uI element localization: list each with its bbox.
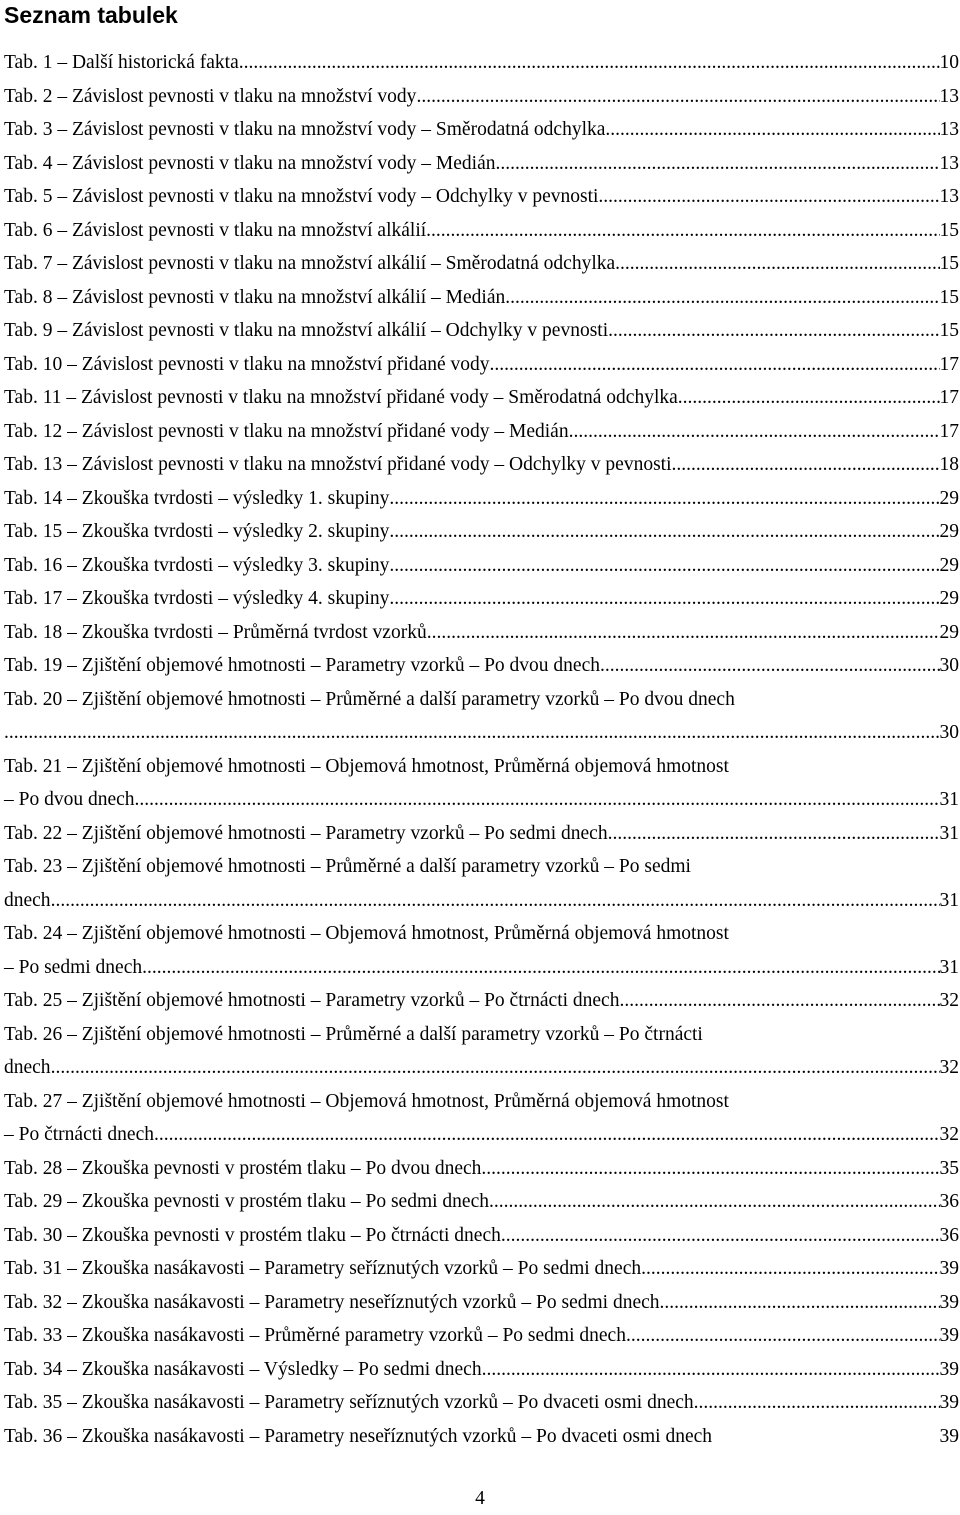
toc-entry[interactable] xyxy=(4,80,959,114)
dot-leader xyxy=(678,381,940,415)
toc-entry[interactable] xyxy=(4,750,959,817)
dot-leader xyxy=(239,46,940,80)
toc-entry-title: Tab. 29 – Zkouška pevnosti v prostém tlaku – Po sedmi dnech xyxy=(4,1191,489,1212)
toc-entry-title: Tab. 4 – Závislost pevnosti v tlaku na množství vody – Medián xyxy=(4,152,496,174)
toc-entry-page: 29 xyxy=(939,554,959,576)
toc-entry-title: Tab. 25 – Zjištění objemové hmotnosti – Parametry vzorků – Po čtrnácti dnech xyxy=(4,990,620,1011)
toc-entry-page: 29 xyxy=(939,521,959,542)
toc-entry-title-continued: – Po sedmi dnech xyxy=(4,956,143,978)
toc-entry[interactable] xyxy=(4,1152,959,1186)
toc-entry-title: Tab. 30 – Zkouška pevnosti v prostém tlaku – Po čtrnácti dnech xyxy=(4,1224,501,1246)
dot-leader xyxy=(505,281,939,315)
toc-entry[interactable] xyxy=(4,348,959,382)
toc-entry-title: Tab. 1 – Další historická fakta xyxy=(4,52,239,73)
dot-leader xyxy=(626,1319,940,1353)
toc-entry[interactable] xyxy=(4,381,959,415)
toc-entry-line2 xyxy=(4,951,959,985)
toc-entry-title-continued: – Po dvou dnech xyxy=(4,789,135,810)
toc-entry-page: 36 xyxy=(939,1224,959,1246)
toc-entry[interactable] xyxy=(4,281,959,315)
dot-leader xyxy=(608,817,940,851)
dot-leader xyxy=(615,247,939,281)
toc-entry-title: Tab. 8 – Závislost pevnosti v tlaku na množství alkálií – Medián xyxy=(4,286,506,308)
dot-leader xyxy=(501,1219,940,1253)
toc-entry-title: Tab. 24 – Zjištění objemové hmotnosti – Objemová hmotnost, Průměrná objemová hmotnost xyxy=(4,923,729,944)
toc-entry-title: Tab. 33 – Zkouška nasákavosti – Průměrné parametry vzorků – Po sedmi dnech xyxy=(4,1325,626,1346)
toc-entry-title: Tab. 13 – Závislost pevnosti v tlaku na množství přidané vody – Odchylky v pevnosti xyxy=(4,454,672,475)
toc-entry[interactable] xyxy=(4,147,959,181)
toc-entry-page: 30 xyxy=(939,722,959,743)
dot-leader xyxy=(426,214,939,248)
toc-entry[interactable] xyxy=(4,1252,959,1286)
toc-entry-title: Tab. 28 – Zkouška pevnosti v prostém tlaku – Po dvou dnech xyxy=(4,1157,482,1179)
toc-entry-page: 35 xyxy=(939,1157,959,1179)
toc-entry-page: 39 xyxy=(939,1325,959,1346)
dot-leader xyxy=(489,1185,940,1219)
toc-entry-page: 31 xyxy=(939,956,959,978)
toc-entry-page: 39 xyxy=(939,1425,959,1447)
toc-entry-line2 xyxy=(4,1051,959,1085)
toc-entry-title: Tab. 36 – Zkouška nasákavosti – Parametry neseříznutých vzorků – Po dvaceti osmi dnech xyxy=(4,1425,713,1447)
dot-leader xyxy=(600,649,940,683)
toc-entry[interactable] xyxy=(4,1185,959,1219)
toc-entry-title: Tab. 20 – Zjištění objemové hmotnosti – Průměrné a další parametry vzorků – Po dvou dnech xyxy=(4,688,735,710)
dot-leader xyxy=(619,984,939,1018)
toc-entry-title: Tab. 22 – Zjištění objemové hmotnosti – Parametry vzorků – Po sedmi dnech xyxy=(4,822,608,844)
toc-entry-page: 29 xyxy=(939,487,959,509)
toc-entry-title: Tab. 5 – Závislost pevnosti v tlaku na množství vody – Odchylky v pevnosti xyxy=(4,186,599,207)
dot-leader xyxy=(389,515,939,549)
toc-entry[interactable] xyxy=(4,549,959,583)
toc-entry[interactable] xyxy=(4,1085,959,1152)
toc-entry[interactable] xyxy=(4,314,959,348)
dot-leader xyxy=(51,1051,940,1085)
toc-entry[interactable] xyxy=(4,582,959,616)
dot-leader xyxy=(416,80,939,114)
toc-entry-page: 32 xyxy=(939,1057,959,1078)
toc-entry-title: Tab. 12 – Závislost pevnosti v tlaku na množství přidané vody – Medián xyxy=(4,420,569,442)
toc-entry-title: Tab. 17 – Zkouška tvrdosti – výsledky 4. skupiny xyxy=(4,588,390,609)
toc-entry[interactable] xyxy=(4,616,959,650)
toc-entry-title-continued: – Po čtrnácti dnech xyxy=(4,1124,154,1145)
toc-entry-line2 xyxy=(4,884,959,918)
toc-entry[interactable] xyxy=(4,1286,959,1320)
toc-entry-line2 xyxy=(4,716,959,750)
toc-entry-title: Tab. 35 – Zkouška nasákavosti – Parametry seříznutých vzorků – Po dvaceti osmi dnech xyxy=(4,1392,694,1413)
toc-entry-title: Tab. 3 – Závislost pevnosti v tlaku na množství vody – Směrodatná odchylka xyxy=(4,119,606,140)
toc-entry-title: Tab. 21 – Zjištění objemové hmotnosti – Objemová hmotnost, Průměrná objemová hmotnost xyxy=(4,755,729,777)
toc-entry[interactable] xyxy=(4,515,959,549)
toc-entry-page: 17 xyxy=(939,353,959,375)
toc-entry-title-continued: dnech xyxy=(4,1057,51,1078)
toc-entry-title: Tab. 31 – Zkouška nasákavosti – Parametry seříznutých vzorků – Po sedmi dnech xyxy=(4,1258,642,1279)
toc-entry-page: 15 xyxy=(939,286,959,308)
toc-entry-page: 13 xyxy=(939,186,959,207)
dot-leader xyxy=(142,951,939,985)
toc-entry-page: 10 xyxy=(939,52,959,73)
toc-entry-page: 31 xyxy=(939,822,959,844)
toc-entry-page: 31 xyxy=(939,789,959,810)
dot-leader xyxy=(490,348,940,382)
toc-entry-title: Tab. 2 – Závislost pevnosti v tlaku na množství vody xyxy=(4,85,417,107)
toc-entry[interactable] xyxy=(4,1353,959,1387)
page-title: Seznam tabulek xyxy=(4,2,178,28)
toc-entry-title: Tab. 7 – Závislost pevnosti v tlaku na množství alkálií – Směrodatná odchylka xyxy=(4,253,616,274)
toc-entry[interactable] xyxy=(4,1219,959,1253)
toc-entry[interactable] xyxy=(4,415,959,449)
toc-entry-title: Tab. 15 – Zkouška tvrdosti – výsledky 2. skupiny xyxy=(4,521,390,542)
dot-leader xyxy=(598,180,939,214)
toc-entry-title: Tab. 19 – Zjištění objemové hmotnosti – Parametry vzorků – Po dvou dnech xyxy=(4,655,600,676)
toc-entry-title: Tab. 9 – Závislost pevnosti v tlaku na množství alkálií – Odchylky v pevnosti xyxy=(4,320,609,341)
toc-entry[interactable] xyxy=(4,683,959,750)
dot-leader xyxy=(389,582,939,616)
toc-entry[interactable] xyxy=(4,448,959,482)
table-list xyxy=(4,46,959,1453)
toc-entry-page: 13 xyxy=(939,85,959,107)
toc-entry[interactable] xyxy=(4,1386,959,1420)
dot-leader xyxy=(135,783,940,817)
toc-entry-page: 29 xyxy=(939,588,959,609)
toc-entry-title: Tab. 23 – Zjištění objemové hmotnosti – Průměrné a další parametry vzorků – Po sedmi xyxy=(4,856,691,877)
toc-entry-page: 36 xyxy=(939,1191,959,1212)
toc-entry-title: Tab. 18 – Zkouška tvrdosti – Průměrná tvrdost vzorků xyxy=(4,621,427,643)
toc-entry-page: 39 xyxy=(939,1291,959,1313)
toc-entry[interactable] xyxy=(4,113,959,147)
toc-entry-page: 32 xyxy=(939,1124,959,1145)
toc-entry-page: 15 xyxy=(939,219,959,241)
toc-entry-line2 xyxy=(4,783,959,817)
toc-entry[interactable] xyxy=(4,649,959,683)
toc-entry-page: 29 xyxy=(939,621,959,643)
toc-entry-line2 xyxy=(4,1118,959,1152)
toc-entry-title: Tab. 14 – Zkouška tvrdosti – výsledky 1. skupiny xyxy=(4,487,390,509)
toc-entry[interactable] xyxy=(4,984,959,1018)
toc-entry-page: 13 xyxy=(939,152,959,174)
dot-leader xyxy=(569,415,940,449)
dot-leader xyxy=(427,616,940,650)
toc-entry-page: 32 xyxy=(939,990,959,1011)
toc-entry[interactable] xyxy=(4,247,959,281)
toc-entry-title: Tab. 10 – Závislost pevnosti v tlaku na množství přidané vody xyxy=(4,353,490,375)
toc-entry[interactable] xyxy=(4,1018,959,1085)
toc-entry-title: Tab. 27 – Zjištění objemové hmotnosti – Objemová hmotnost, Průměrná objemová hmotnost xyxy=(4,1090,729,1112)
toc-entry[interactable] xyxy=(4,850,959,917)
toc-entry-page: 39 xyxy=(939,1258,959,1279)
toc-entry-page: 39 xyxy=(939,1358,959,1380)
dot-leader xyxy=(51,884,940,918)
toc-entry-title: Tab. 11 – Závislost pevnosti v tlaku na množství přidané vody – Směrodatná odchylka xyxy=(4,387,678,408)
page-number: 4 xyxy=(475,1488,485,1509)
toc-entry[interactable] xyxy=(4,214,959,248)
toc-entry[interactable] xyxy=(4,180,959,214)
dot-leader xyxy=(389,482,939,516)
dot-leader xyxy=(481,1152,939,1186)
toc-entry[interactable] xyxy=(4,1420,959,1454)
dot-leader xyxy=(608,314,939,348)
toc-entry-title: Tab. 34 – Zkouška nasákavosti – Výsledky – Po sedmi dnech xyxy=(4,1358,482,1380)
dot-leader xyxy=(641,1252,939,1286)
toc-entry-page: 31 xyxy=(939,889,959,911)
dot-leader xyxy=(694,1386,940,1420)
toc-entry[interactable] xyxy=(4,817,959,851)
toc-entry-page: 15 xyxy=(939,320,959,341)
toc-entry[interactable] xyxy=(4,1319,959,1353)
toc-entry-title-continued: dnech xyxy=(4,889,51,911)
toc-entry[interactable] xyxy=(4,482,959,516)
toc-entry-page: 17 xyxy=(939,387,959,408)
dot-leader xyxy=(389,549,939,583)
toc-entry-title: Tab. 16 – Zkouška tvrdosti – výsledky 3. skupiny xyxy=(4,554,390,576)
dot-leader xyxy=(672,448,940,482)
toc-entry-title: Tab. 26 – Zjištění objemové hmotnosti – Průměrné a další parametry vzorků – Po čtrnácti xyxy=(4,1023,703,1045)
dot-leader xyxy=(154,1118,940,1152)
toc-entry-title: Tab. 6 – Závislost pevnosti v tlaku na množství alkálií xyxy=(4,219,427,241)
dot-leader xyxy=(660,1286,940,1320)
dot-leader xyxy=(605,113,939,147)
toc-entry-page: 18 xyxy=(939,454,959,475)
dot-leader xyxy=(4,716,940,750)
toc-entry-page: 17 xyxy=(939,420,959,442)
toc-entry-title: Tab. 32 – Zkouška nasákavosti – Parametry neseříznutých vzorků – Po sedmi dnech xyxy=(4,1291,660,1313)
toc-entry-page: 13 xyxy=(939,119,959,140)
toc-entry[interactable] xyxy=(4,917,959,984)
toc-entry-page: 30 xyxy=(939,655,959,676)
toc-entry[interactable] xyxy=(4,46,959,80)
dot-leader xyxy=(496,147,940,181)
toc-entry-page: 39 xyxy=(939,1392,959,1413)
toc-entry-page: 15 xyxy=(939,253,959,274)
dot-leader xyxy=(482,1353,940,1387)
